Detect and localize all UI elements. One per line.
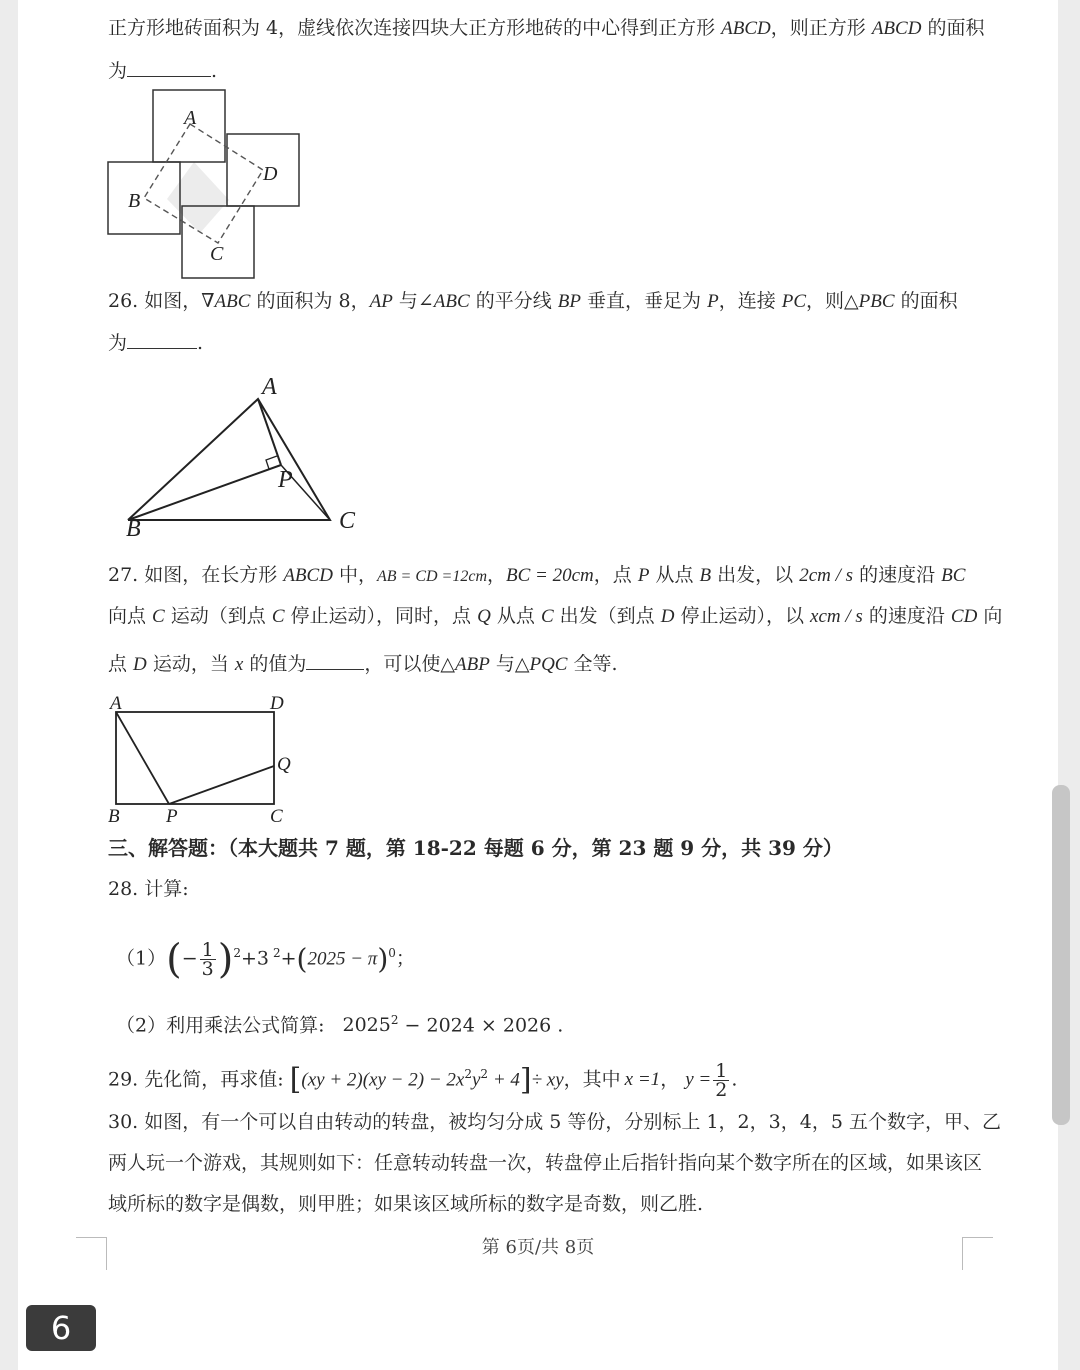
section3-heading: 三、解答题：（本大题共 7 题，第 18-22 每题 6 分，第 23 题 9 分，共 39 分） — [108, 836, 843, 860]
triangle-abc — [128, 399, 330, 520]
label-p: P — [166, 806, 178, 827]
fraction-one-half: $\frac{1}{2}$ — [715, 1059, 728, 1101]
q27-text-line1: 27. 如图，在长方形 ABCD 中，AB = CD =12cm，BC = 20cm，点 P 从点 B 出发，以 2cm / s 的速度沿 BC — [108, 564, 966, 586]
q26-text-line2: 为 . — [108, 332, 204, 354]
q25-tiles-figure — [106, 88, 306, 283]
label-q: Q — [277, 754, 291, 775]
label-a: A — [184, 107, 197, 129]
answer-blank — [127, 58, 211, 77]
page-footer: 第 6页/共 8页 — [481, 1237, 595, 1258]
page-number-badge[interactable]: 6 — [26, 1305, 96, 1351]
vertical-scrollbar-thumb[interactable] — [1052, 785, 1070, 1125]
label-d: D — [263, 163, 278, 185]
q27-text-line2: 向点 C 运动（到点 C 停止运动），同时，点 Q 从点 C 出发（到点 D 停止运动），以 xcm / s 的速度沿 CD 向 — [108, 605, 1003, 627]
segment-pq — [169, 766, 274, 804]
fraction-one-third: $\frac{1}{3}$ — [201, 938, 214, 980]
document-page — [18, 0, 1058, 1370]
q28-part2: （2）利用乘法公式简算: $2025^2 - 2024 \times 2026$ . — [116, 1013, 564, 1037]
q27-text-line3: 点 D 运动，当 x 的值为 ，可以使△ABP 与△PQC 全等. — [108, 653, 618, 675]
q26-triangle-figure — [106, 372, 386, 544]
label-b: B — [128, 190, 141, 212]
q30-line2: 两人玩一个游戏，其规则如下：任意转动转盘一次，转盘停止后指针指向某个数字所在的区域，如果该区 — [108, 1152, 983, 1174]
label-c: C — [339, 508, 356, 534]
overlap-region — [167, 162, 229, 233]
label-a: A — [110, 693, 122, 714]
label-c: C — [270, 806, 283, 827]
answer-blank — [127, 330, 197, 349]
q28-title: 28. 计算: — [108, 878, 189, 900]
q27-rectangle-figure — [104, 690, 324, 830]
q30-line3: 域所标的数字是偶数，则甲胜；如果该区域所标的数字是奇数，则乙胜. — [108, 1193, 704, 1215]
label-p: P — [278, 467, 293, 493]
q26-text-line1: 26. 如图，∇ABC 的面积为 8，AP 与∠ABC 的平分线 BP 垂直，垂足为 P，连接 PC，则△PBC 的面积 — [108, 290, 958, 312]
segment-ap — [116, 712, 169, 804]
q29-text: 29. 先化简，再求值: $[(xy + 2)(xy - 2) - 2x^2y^2 + 4]\div$ xy，其中 x =1， y = $\frac{1}{2}$ . — [108, 1059, 738, 1101]
label-a: A — [262, 374, 277, 400]
q25-text-line2: 为 . — [108, 60, 218, 82]
q28-part1: （1）(− $\frac{1}{3}$ )$^2$+3 $^2+(2025 - \pi)^0$； — [116, 936, 415, 983]
label-b: B — [108, 806, 120, 827]
q25-text-line1: 正方形地砖面积为 4，虚线依次连接四块大正方形地砖的中心得到正方形 ABCD，则正方形 ABCD 的面积 — [108, 17, 985, 39]
q30-line1: 30. 如图，有一个可以自由转动的转盘，被均匀分成 5 等份，分别标上 1，2，3，4，5 五个数字，甲、乙 — [108, 1111, 1001, 1133]
label-d: D — [270, 693, 284, 714]
label-c: C — [210, 243, 224, 265]
label-b: B — [126, 516, 141, 542]
answer-blank — [306, 651, 364, 670]
rectangle-abcd — [116, 712, 274, 804]
segment-bp — [128, 465, 281, 520]
